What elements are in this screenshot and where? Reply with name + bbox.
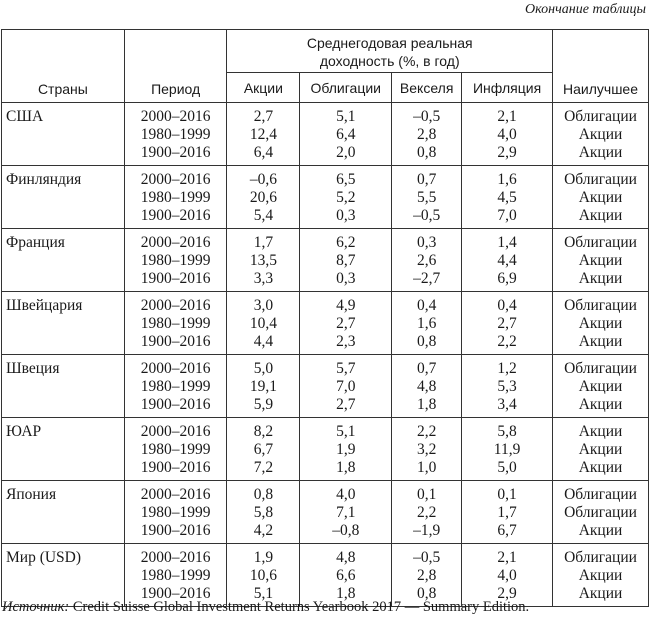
table-row bbox=[2, 522, 649, 544]
cell-bills: 0,7 bbox=[392, 355, 462, 379]
cell-country: Финляндия bbox=[2, 166, 125, 190]
cell-bonds: 0,3 bbox=[300, 270, 392, 292]
table-row bbox=[2, 252, 649, 270]
cell-inflation: 1,7 bbox=[462, 504, 553, 522]
cell-bills: 3,2 bbox=[392, 441, 462, 459]
cell-country: Швейцария bbox=[2, 292, 125, 316]
cell-inflation: 3,4 bbox=[462, 396, 553, 418]
cell-best: Акции bbox=[553, 522, 649, 544]
cell-bills: –0,5 bbox=[392, 544, 462, 568]
cell-stocks: 2,7 bbox=[227, 103, 300, 127]
cell-bonds: 1,8 bbox=[300, 585, 392, 607]
cell-inflation: 2,2 bbox=[462, 333, 553, 355]
cell-best: Акции bbox=[553, 144, 649, 166]
cell-bills: 1,8 bbox=[392, 396, 462, 418]
table-row bbox=[2, 567, 649, 585]
table-row bbox=[2, 315, 649, 333]
table-row bbox=[2, 481, 649, 505]
cell-inflation: 5,3 bbox=[462, 378, 553, 396]
cell-country bbox=[2, 270, 125, 292]
cell-bonds: 6,5 bbox=[300, 166, 392, 190]
cell-bills: 2,8 bbox=[392, 567, 462, 585]
cell-stocks: 8,2 bbox=[227, 418, 300, 442]
cell-country bbox=[2, 144, 125, 166]
cell-bonds: 5,1 bbox=[300, 418, 392, 442]
cell-country bbox=[2, 207, 125, 229]
cell-stocks: 5,1 bbox=[227, 585, 300, 607]
cell-stocks: 5,4 bbox=[227, 207, 300, 229]
cell-period: 1980–1999 bbox=[124, 504, 227, 522]
table-row bbox=[2, 333, 649, 355]
cell-bills: 2,2 bbox=[392, 504, 462, 522]
cell-bills: –2,7 bbox=[392, 270, 462, 292]
cell-country bbox=[2, 441, 125, 459]
cell-bonds: 5,2 bbox=[300, 189, 392, 207]
cell-best: Акции bbox=[553, 315, 649, 333]
cell-best: Акции bbox=[553, 585, 649, 607]
cell-bonds: 4,9 bbox=[300, 292, 392, 316]
cell-period: 1980–1999 bbox=[124, 126, 227, 144]
cell-inflation: 2,1 bbox=[462, 544, 553, 568]
cell-inflation: 4,4 bbox=[462, 252, 553, 270]
cell-inflation: 4,0 bbox=[462, 126, 553, 144]
cell-inflation: 6,9 bbox=[462, 270, 553, 292]
cell-bonds: 2,7 bbox=[300, 396, 392, 418]
table-row bbox=[2, 378, 649, 396]
cell-period: 1900–2016 bbox=[124, 459, 227, 481]
cell-inflation: 0,4 bbox=[462, 292, 553, 316]
header-best: Наилучшее bbox=[553, 30, 649, 103]
cell-bonds: 6,2 bbox=[300, 229, 392, 253]
cell-bonds: 2,0 bbox=[300, 144, 392, 166]
table-row bbox=[2, 418, 649, 442]
cell-country bbox=[2, 252, 125, 270]
cell-best: Облигации bbox=[553, 166, 649, 190]
cell-stocks: 10,6 bbox=[227, 567, 300, 585]
header-stocks: Акции bbox=[227, 73, 300, 103]
cell-inflation: 6,7 bbox=[462, 522, 553, 544]
cell-period: 1980–1999 bbox=[124, 567, 227, 585]
table-row bbox=[2, 166, 649, 190]
cell-country bbox=[2, 378, 125, 396]
cell-period: 2000–2016 bbox=[124, 166, 227, 190]
cell-bills: 0,8 bbox=[392, 333, 462, 355]
cell-country bbox=[2, 522, 125, 544]
cell-country: Швеция bbox=[2, 355, 125, 379]
header-bonds: Облигации bbox=[300, 73, 392, 103]
cell-stocks: 4,2 bbox=[227, 522, 300, 544]
cell-country bbox=[2, 189, 125, 207]
table-row bbox=[2, 144, 649, 166]
cell-period: 1900–2016 bbox=[124, 522, 227, 544]
cell-period: 1980–1999 bbox=[124, 378, 227, 396]
table-row bbox=[2, 229, 649, 253]
cell-stocks: 13,5 bbox=[227, 252, 300, 270]
table-row bbox=[2, 292, 649, 316]
cell-best: Акции bbox=[553, 189, 649, 207]
cell-bills: 0,8 bbox=[392, 144, 462, 166]
table-row bbox=[2, 207, 649, 229]
cell-bonds: 0,3 bbox=[300, 207, 392, 229]
table-row bbox=[2, 270, 649, 292]
cell-bonds: 4,8 bbox=[300, 544, 392, 568]
cell-bonds: 7,0 bbox=[300, 378, 392, 396]
cell-bonds: 4,0 bbox=[300, 481, 392, 505]
cell-bonds: –0,8 bbox=[300, 522, 392, 544]
cell-bonds: 5,1 bbox=[300, 103, 392, 127]
cell-stocks: 1,7 bbox=[227, 229, 300, 253]
cell-bonds: 2,7 bbox=[300, 315, 392, 333]
cell-best: Облигации bbox=[553, 504, 649, 522]
cell-country: ЮАР bbox=[2, 418, 125, 442]
cell-bills: 4,8 bbox=[392, 378, 462, 396]
cell-inflation: 11,9 bbox=[462, 441, 553, 459]
cell-inflation: 5,8 bbox=[462, 418, 553, 442]
table-row bbox=[2, 355, 649, 379]
cell-bills: 2,2 bbox=[392, 418, 462, 442]
cell-bills: 0,1 bbox=[392, 481, 462, 505]
cell-bills: 1,6 bbox=[392, 315, 462, 333]
cell-stocks: 10,4 bbox=[227, 315, 300, 333]
cell-country bbox=[2, 315, 125, 333]
cell-country bbox=[2, 396, 125, 418]
cell-stocks: 3,0 bbox=[227, 292, 300, 316]
cell-period: 1980–1999 bbox=[124, 315, 227, 333]
cell-best: Акции bbox=[553, 567, 649, 585]
cell-period: 2000–2016 bbox=[124, 292, 227, 316]
cell-best: Акции bbox=[553, 207, 649, 229]
table-row bbox=[2, 126, 649, 144]
cell-period: 1900–2016 bbox=[124, 144, 227, 166]
cell-best: Облигации bbox=[553, 544, 649, 568]
cell-inflation: 7,0 bbox=[462, 207, 553, 229]
cell-period: 2000–2016 bbox=[124, 103, 227, 127]
cell-country bbox=[2, 459, 125, 481]
cell-bills: –0,5 bbox=[392, 103, 462, 127]
header-countries: Страны bbox=[2, 30, 125, 103]
cell-bonds: 8,7 bbox=[300, 252, 392, 270]
table-row bbox=[2, 103, 649, 127]
cell-bills: 0,7 bbox=[392, 166, 462, 190]
cell-period: 1980–1999 bbox=[124, 189, 227, 207]
cell-bills: 0,4 bbox=[392, 292, 462, 316]
cell-inflation: 2,9 bbox=[462, 144, 553, 166]
cell-period: 1900–2016 bbox=[124, 333, 227, 355]
cell-inflation: 2,1 bbox=[462, 103, 553, 127]
cell-best: Акции bbox=[553, 252, 649, 270]
cell-period: 1980–1999 bbox=[124, 441, 227, 459]
source-text: Credit Suisse Global Investment Returns Yearbook 2017 — Summary Edition. bbox=[69, 599, 530, 615]
cell-stocks: 6,4 bbox=[227, 144, 300, 166]
source-note bbox=[2, 599, 529, 616]
cell-stocks: 12,4 bbox=[227, 126, 300, 144]
cell-bills: 0,8 bbox=[392, 585, 462, 607]
cell-period: 1900–2016 bbox=[124, 207, 227, 229]
returns-table bbox=[1, 29, 649, 607]
cell-bills: 2,6 bbox=[392, 252, 462, 270]
cell-inflation: 4,0 bbox=[462, 567, 553, 585]
cell-period: 2000–2016 bbox=[124, 355, 227, 379]
cell-bills: –1,9 bbox=[392, 522, 462, 544]
cell-stocks: 7,2 bbox=[227, 459, 300, 481]
cell-stocks: 19,1 bbox=[227, 378, 300, 396]
cell-country bbox=[2, 333, 125, 355]
cell-bills: 0,3 bbox=[392, 229, 462, 253]
header-group-real-return: Среднегодовая реальная доходность (%, в год) bbox=[227, 30, 553, 73]
cell-best: Облигации bbox=[553, 481, 649, 505]
cell-period: 2000–2016 bbox=[124, 418, 227, 442]
cell-inflation: 1,4 bbox=[462, 229, 553, 253]
cell-stocks: 5,8 bbox=[227, 504, 300, 522]
cell-bonds: 6,6 bbox=[300, 567, 392, 585]
cell-bills: –0,5 bbox=[392, 207, 462, 229]
cell-best: Облигации bbox=[553, 229, 649, 253]
cell-period: 2000–2016 bbox=[124, 481, 227, 505]
table-continuation-caption: Окончание таблицы bbox=[525, 2, 646, 17]
cell-inflation: 1,6 bbox=[462, 166, 553, 190]
cell-stocks: 0,8 bbox=[227, 481, 300, 505]
cell-period: 1900–2016 bbox=[124, 585, 227, 607]
table-row bbox=[2, 544, 649, 568]
cell-country bbox=[2, 567, 125, 585]
cell-bonds: 2,3 bbox=[300, 333, 392, 355]
table-body bbox=[2, 103, 649, 607]
cell-bills: 2,8 bbox=[392, 126, 462, 144]
cell-bonds: 5,7 bbox=[300, 355, 392, 379]
source-label: Источник: bbox=[2, 599, 70, 615]
cell-bonds: 6,4 bbox=[300, 126, 392, 144]
table-row bbox=[2, 441, 649, 459]
cell-bonds: 1,9 bbox=[300, 441, 392, 459]
cell-bonds: 7,1 bbox=[300, 504, 392, 522]
cell-best: Акции bbox=[553, 459, 649, 481]
cell-best: Акции bbox=[553, 378, 649, 396]
cell-period: 2000–2016 bbox=[124, 229, 227, 253]
cell-bills: 5,5 bbox=[392, 189, 462, 207]
cell-country: Мир (USD) bbox=[2, 544, 125, 568]
cell-inflation: 4,5 bbox=[462, 189, 553, 207]
cell-inflation: 0,1 bbox=[462, 481, 553, 505]
cell-country: Япония bbox=[2, 481, 125, 505]
header-period: Период bbox=[124, 30, 227, 103]
cell-country bbox=[2, 504, 125, 522]
cell-country bbox=[2, 126, 125, 144]
cell-stocks: 5,0 bbox=[227, 355, 300, 379]
cell-period: 1900–2016 bbox=[124, 396, 227, 418]
cell-best: Акции bbox=[553, 270, 649, 292]
cell-inflation: 5,0 bbox=[462, 459, 553, 481]
cell-best: Акции bbox=[553, 396, 649, 418]
cell-stocks: 5,9 bbox=[227, 396, 300, 418]
cell-best: Облигации bbox=[553, 355, 649, 379]
cell-inflation: 2,9 bbox=[462, 585, 553, 607]
cell-best: Облигации bbox=[553, 103, 649, 127]
table-row bbox=[2, 504, 649, 522]
cell-stocks: 4,4 bbox=[227, 333, 300, 355]
cell-stocks: 3,3 bbox=[227, 270, 300, 292]
cell-stocks: –0,6 bbox=[227, 166, 300, 190]
cell-inflation: 2,7 bbox=[462, 315, 553, 333]
cell-best: Акции bbox=[553, 126, 649, 144]
cell-stocks: 6,7 bbox=[227, 441, 300, 459]
cell-inflation: 1,2 bbox=[462, 355, 553, 379]
cell-bills: 1,0 bbox=[392, 459, 462, 481]
cell-stocks: 20,6 bbox=[227, 189, 300, 207]
header-inflation: Инфляция bbox=[462, 73, 553, 103]
table-row bbox=[2, 459, 649, 481]
cell-country: Франция bbox=[2, 229, 125, 253]
cell-period: 1900–2016 bbox=[124, 270, 227, 292]
header-bills: Векселя bbox=[392, 73, 462, 103]
cell-period: 1980–1999 bbox=[124, 252, 227, 270]
cell-best: Акции bbox=[553, 418, 649, 442]
table-row bbox=[2, 396, 649, 418]
cell-best: Облигации bbox=[553, 292, 649, 316]
cell-best: Акции bbox=[553, 333, 649, 355]
cell-period: 2000–2016 bbox=[124, 544, 227, 568]
cell-stocks: 1,9 bbox=[227, 544, 300, 568]
cell-bonds: 1,8 bbox=[300, 459, 392, 481]
table-row bbox=[2, 189, 649, 207]
cell-best: Акции bbox=[553, 441, 649, 459]
cell-country: США bbox=[2, 103, 125, 127]
